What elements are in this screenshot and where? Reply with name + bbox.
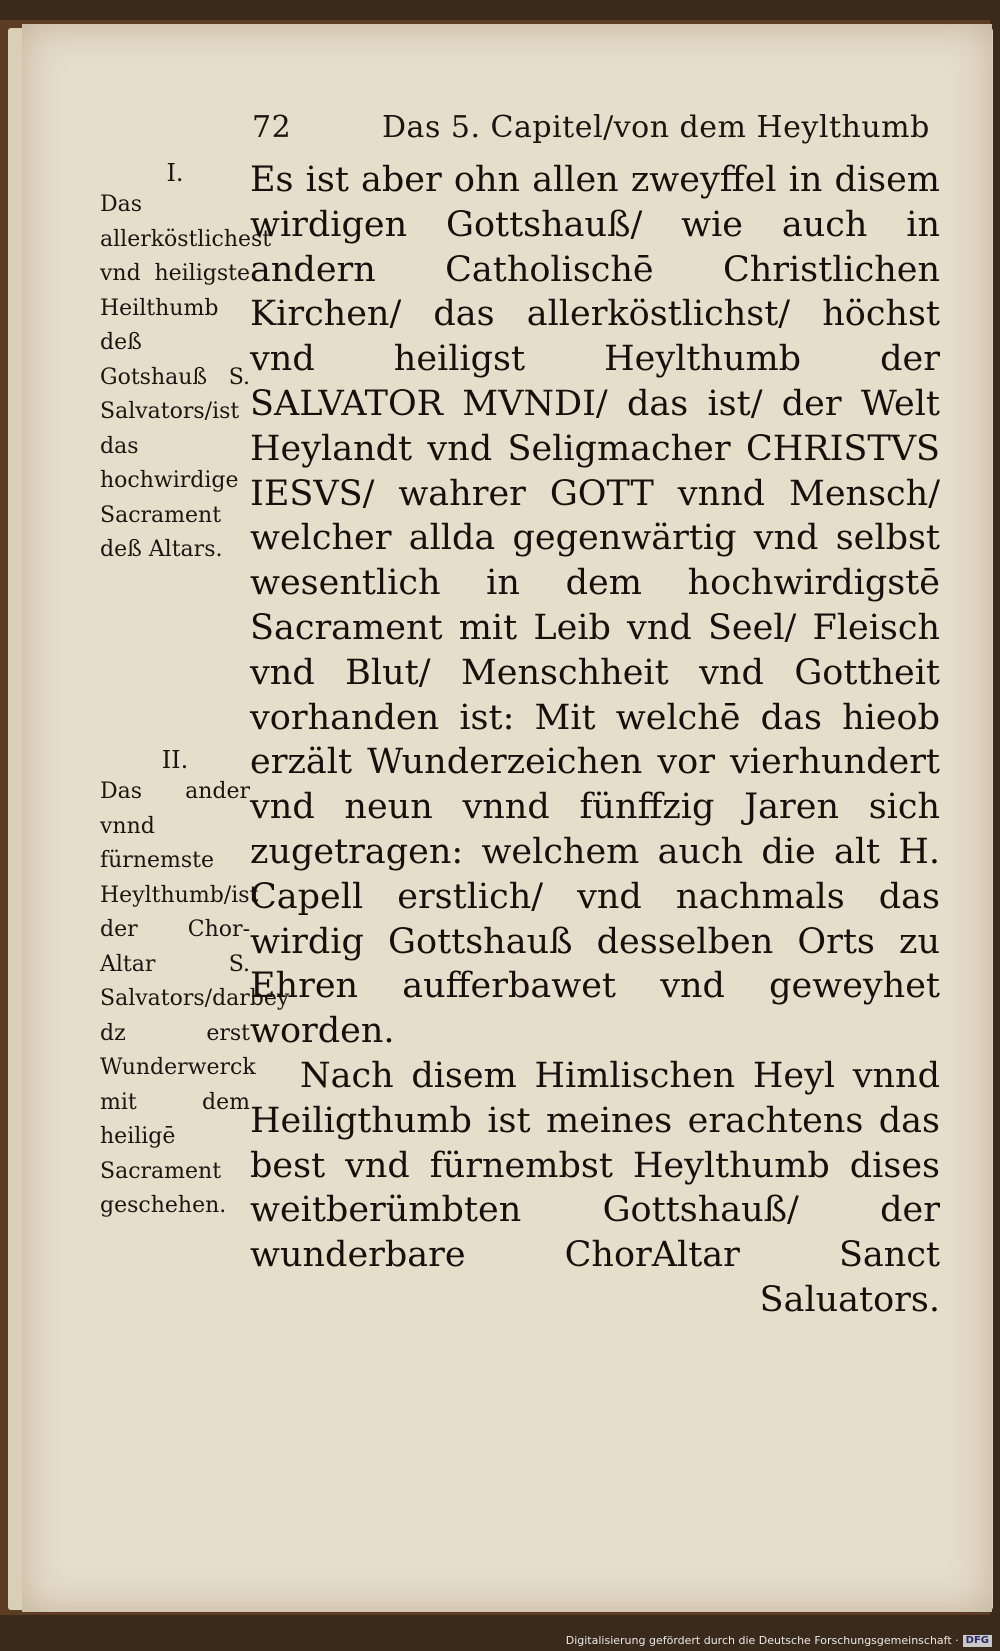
- credit-text: Digitalisierung gefördert durch die Deutsche Forschungsgemeinschaft ·: [565, 1634, 959, 1647]
- marginal-note-number: II.: [161, 746, 189, 774]
- page-header: [252, 110, 942, 154]
- paragraph: Nach disem Himlischen Heyl vnnd Heiligthumb ist meines erachtens das best vnd fürnembst Heylthumb dises weitberümbten Gottshauß/ der wunderbare ChorAltar Sanct Saluators.: [250, 1055, 940, 1320]
- dfg-logo: DFG: [963, 1635, 992, 1647]
- marginal-note-text: Das allerköstlichest vnd heiligste Heilthumb deß Gotshauß S. Salvators/ist das hochwirdige Sacrament deß Altars.: [100, 192, 272, 562]
- marginal-note-text: Das ander vnnd fürnemste Heylthumb/ist der Chor-Altar S. Salvators/darbey dz erst Wunderwerck mit dem heiligē Sacrament geschehen.: [100, 779, 290, 1218]
- main-text-block: [250, 158, 940, 1323]
- page-number: 72: [252, 110, 292, 145]
- digitization-credit: [566, 1634, 992, 1647]
- running-title: Das 5. Capitel/von dem Heylthumb: [382, 110, 930, 145]
- paragraph: Es ist aber ohn allen zweyffel in disem wirdigen Gottshauß/ wie auch in andern Catholischē Christlichen Kirchen/ das allerköstlichst/ höchst vnd heiligst Heylthumb der SALVATOR MVNDI/ das ist/ der Welt Heylandt vnd Seligmacher CHRISTVS IESVS/ wahrer GOTT vnnd Mensch/ welcher allda gegenwärtig vnd selbst wesentlich in dem hochwirdigstē Sacrament mit Leib vnd Seel/ Fleisch vnd Blut/ Menschheit vnd Gottheit vorhanden ist: Mit welchē das hieob erzält Wunderzeichen vor vierhundert vnd neun vnnd fünffzig Jaren sich zugetragen: welchem auch die alt H. Capell erstlich/ vnd nachmals das wirdig Gottshauß desselben Orts zu Ehren aufferbawet vnd geweyhet worden.: [250, 160, 940, 1052]
- marginal-note-1: [100, 158, 272, 568]
- marginal-note-2: [100, 745, 290, 1224]
- marginal-note-number: I.: [166, 159, 184, 187]
